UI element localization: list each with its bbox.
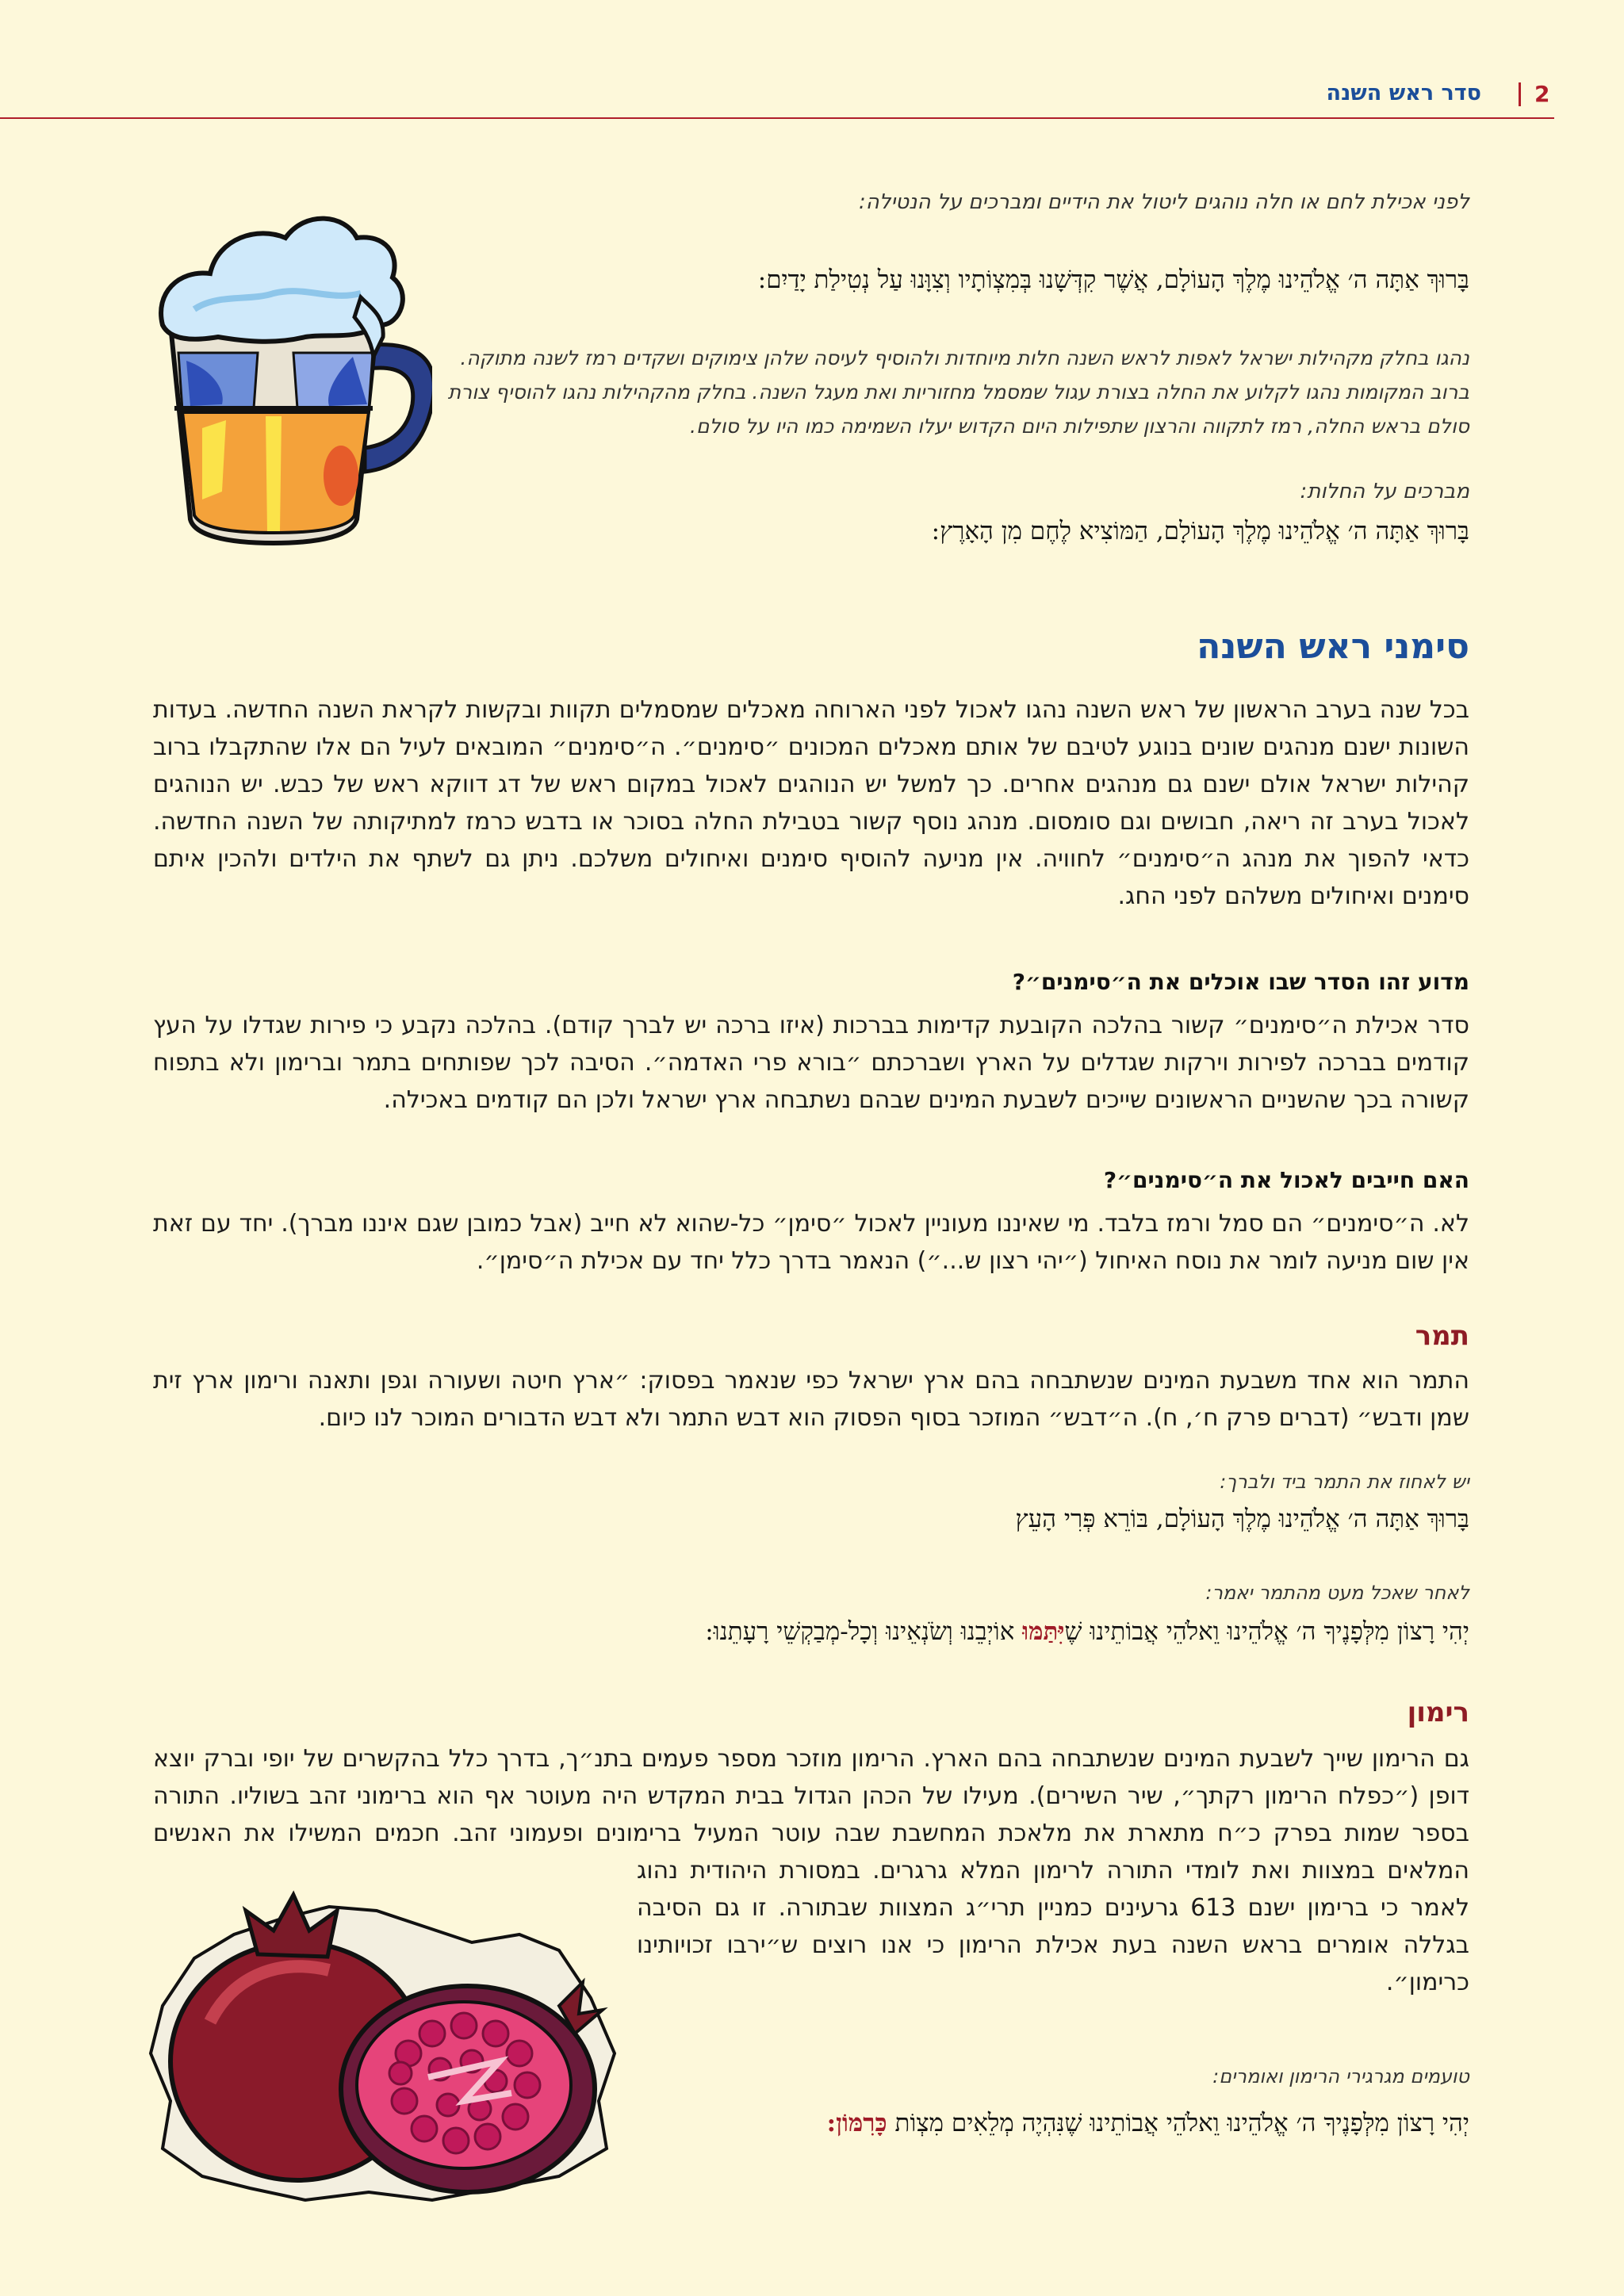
tamar-after-label: לאחר שאכל מעט מהתמר יאמר: [1205, 1582, 1469, 1604]
page-number: 2 [1534, 81, 1550, 107]
challah-custom-line: ברוב המקומות נהגו לקלוע את החלה בצורת עגול שמסמל מחזוריות ואת מעגל השנה. בחלק מהקהילות נהגו להוסיף צורת [447, 381, 1469, 404]
faq-question: האם חייבים לאכול את ה״סימנים״? [1103, 1167, 1469, 1193]
challah-custom [439, 341, 1469, 443]
tamar-paragraph: התמר הוא אחד משבעת המינים שנשתבחה בהם ארץ ישראל כפי שנאמר בפסוק: ״ארץ חיטה ושעורה וגפן ותאנה ורימון ארץ זית שמן ודבש״ (דברים פרק ח׳, ח). ה״דבש״ המוזכר בסוף הפסוק הוא דבש התמר ולא דבש הדבורים המוכר לנו כיום. [153, 1367, 1469, 1432]
challah-bless-label: מברכים על החלות: [1300, 480, 1469, 503]
simanim-heading: סימני ראש השנה [1197, 626, 1469, 667]
rimon-line: בגללה אומרים בראש השנה בעת אכילת הרימון כי אנו רוצים ש״ירבו זכויותינו [637, 1931, 1469, 1959]
prayer-highlight: כָּרִמּוֹן: [826, 2109, 887, 2137]
rimon-heading: רימון [1407, 1697, 1469, 1728]
challah-intro: לפני אכילת לחם או חלה נוהגים ליטול את הידיים ומברכים על הנטילה: [858, 190, 1469, 214]
prayer-text: אוֹיְבֵנוּ וְשֹׂנְאֵינוּ וְכָל-מְבַקְשֵׁי רָעָתֵנוּ: [705, 1617, 1023, 1646]
rimon-line: בספר שמות בפרק כ״ח מתארת את מלאכת המחשבת שבה עוטר המעיל ברימונים ופעמוני זהב. חכמים המשילו את האנשים [153, 1820, 1469, 1847]
faq-question: מדוע זהו הסדר שבו אוכלים את ה״סימנים״? [1012, 969, 1469, 995]
rimon-line: המלאים במצוות ואת לומדי התורה לרימון המלא גרגרים. במסורת היהודית נהוג [637, 1857, 1469, 1885]
challah-custom-line: סולם בראש החלה, רמז לתקווה והרצון שתפילות היום הקדוש יעלו השמימה כמו היו על סולם. [690, 415, 1469, 438]
rimon-paragraph-narrow [637, 1852, 1469, 2001]
rimon-line: לאמר כי ברימון ישנם 613 גרעינים כמניין תרי״ג המצוות שבתורה. זו גם הסיבה [637, 1894, 1469, 1922]
tamar-prayer [280, 1617, 1469, 1646]
faq-answer: סדר אכילת ה״סימנים״ קשור בהלכה הקובעת קדימות בברכות (איזו ברכה יש לברך קודם). בהלכה נקבע כי פירות שגדלו על העץ קודמים בברכה לפירות וירקות שגדלים על הארץ ושברכתם ״בורא פרי האדמה״. הסיבה לכך שפותחים בתמר וברימון ולא בתפוח קשורה בכך שהשניים הראשונים שייכים לשבעת המינים שבהם נשתבחה ארץ ישראל ולכן הם קודמים באכילה. [153, 1012, 1469, 1114]
prayer-text: יְהִי רָצוֹן מִלְּפָנֶיךָ ה׳ אֱלֹהֵינוּ וֵאלֹהֵי אֲבוֹתֵינוּ שֶׁ [1064, 1617, 1469, 1646]
netilat-blessing: בָּרוּךְ אַתָּה ה׳ אֱלֹהֵינוּ מֶלֶךְ הָעוֹלָם, אֲשֶׁר קִדְּשָׁנוּ בְּמִצְוֹתָיו וְצִוָּנוּ עַל נְטִילַת יָדַיִם: [757, 266, 1469, 294]
rimon-line: דופן (״כפלח הרימון רקתך״, שיר השירים). מעילו של הכהן הגדול בבית המקדש היה מעוטר אף הוא ברימוני זהב בשוליו. התורה [153, 1782, 1469, 1810]
header-rule [0, 117, 1554, 119]
hamotzi-blessing: בָּרוּךְ אַתָּה ה׳ אֱלֹהֵינוּ מֶלֶךְ הָעוֹלָם, הַמּוֹצִיא לֶחֶם מִן הָאָרֶץ: [931, 517, 1469, 545]
washing-cup-illustration [147, 206, 432, 547]
rimon-line: כרימון״. [1385, 1969, 1469, 1996]
rimon-paragraph-full [153, 1740, 1469, 1852]
challah-custom-line: נהגו בחלק מקהילות ישראל לאפות לראש השנה חלות מיוחדות ולהוסיף לעיסה שלהן צימוקים ושקדים רמז לשנה מתוקה. [460, 346, 1469, 369]
simanim-paragraph: בכל שנה בערב הראשון של ראש השנה נהגו לאכול לפני הארוחה מאכלים שמסמלים תקוות ובקשות לקראת השנה החדשה. בעדות השונות ישנם מנהגים שונים בנוגע לטיבם של אותם מאכלים המכונים ״סימנים״. ה״סימנים״ המובאים לעיל הם אלו שהתקבלו ברוב קהילות ישראל אולם ישנם גם מנהגים אחרים. כך למשל יש הנוהגים לאכול במקום ראש של דג דווקא ראש של כבש. יש הנוהגים לאכול בערב זה ריאה, חבושים וגם סומסום. מנהג נוסף קשור בטבילת החלה בסוכר או בדבש כרמז למתיקותה של השנה החדשה. כדאי להפוך את מנהג ה״סימנים״ לחוויה. אין מניעה להוסיף סימנים ואיחולים משלכם. ניתן גם לשתף את הילדים ולהכין איתם סימנים ואיחולים משלהם לפני החג. [153, 696, 1469, 910]
faq-answer: לא. ה״סימנים״ הם סמל ורמז בלבד. מי שאיננו מעוניין לאכול ״סימן״ כל-שהוא לא חייב (אבל כמובן שגם איננו מברך). יחד עם זאת אין שום מניעה לומר את נוסח האיחול (״יהי רצון ש...״) הנאמר בדרך כלל יחד עם אכילת ה״סימן״. [153, 1210, 1469, 1275]
prayer-highlight: יִּתַּמּוּ [1022, 1617, 1065, 1646]
tamar-heading: תמר [1415, 1320, 1469, 1352]
rimon-taste-label: טועמים מגרגירי הרימון ואומרים: [1212, 2065, 1469, 2087]
prayer-text: יְהִי רָצוֹן מִלְּפָנֶיךָ ה׳ אֱלֹהֵינוּ וֵאלֹהֵי אֲבוֹתֵינוּ שֶׁנִּהְיֶה מְלֵאִים מִצְוֹת [887, 2109, 1469, 2137]
rimon-line: גם הרימון שייך לשבעת המינים שנשתבחה בהם הארץ. הרימון מוזכר מספר פעמים בתנ״ך, בדרך כלל בהקשרים של יופי וברק יוצא [153, 1745, 1469, 1773]
header-separator [1519, 82, 1521, 106]
pomegranate-illustration [147, 1863, 622, 2204]
tamar-blessing: בָּרוּךְ אַתָּה ה׳ אֱלֹהֵינוּ מֶלֶךְ הָעוֹלָם, בּוֹרֵא פְּרִי הָעֵץ [1015, 1505, 1469, 1533]
rimon-prayer [597, 2109, 1469, 2137]
tamar-hold-label: יש לאחוז את התמר ביד ולברך: [1220, 1471, 1469, 1493]
running-title: סדר ראש השנה [1326, 81, 1481, 105]
